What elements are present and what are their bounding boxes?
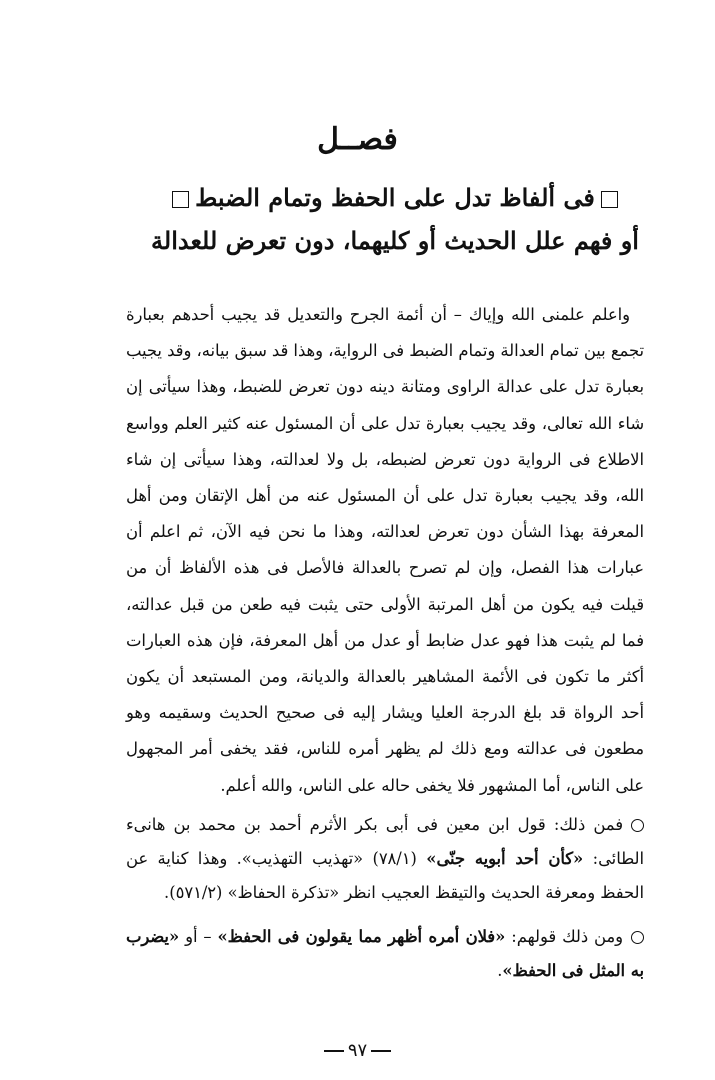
body-paragraph-text: واعلم علمنى الله وإياك – أن أئمة الجرح والتعديل قد يجيب أحدهم بعبارة تجمع بين تمام العدالة وتمام الضبط فى الرواية، وهذا قد سبق بيانه، وقد يجيب بعبارة تدل على عدالة الراوى ومتانة دينه دون تعرض للضبط، وهذا سيأتى إن شاء الله تعالى، وقد يجيب بعبارة تدل على أن المسئول عنه كثير العلم وواسع الاطلاع فى الرواية دون تعرض لضبطه، بل ولا لعدالته، وهذا سيأتى إن شاء الله، وقد يجيب بعبارة تدل على أن المسئول عنه من أهل الإتقان ومن أهل المعرفة بهذا الشأن دون تعرض لعدالته، وهذا ما نحن فيه الآن، ثم اعلم أن عبارات هذا الفصل، وإن لم تصرح بالعدالة فالأصل فى هذه الألفاظ أن من قيلت فيه يكون من أهل المرتبة الأولى حتى يثبت فيه طعن من قبل عدالته، فما لم يثبت هذا فهو عدل ضابط أو عدل من أهل المعرفة، فإن هذه العبارات أكثر ما تكون فى الأئمة المشاهير بالعدالة والديانة، ومن المستبعد أن يكون أحد الرواة قد بلغ الدرجة العليا ويشار إليه فى صحيح الحديث وسقيمه وهو مطعون فى عدالته ومع ذلك لم يظهر أمره للناس، فقد يخفى أمر المجهول على الناس، أما المشهور فلا يخفى حاله على الناس، والله أعلم. xyxy=(126,305,644,795)
chapter-heading-line-2: أو فهم علل الحديث أو كليهما، دون تعرض للعدالة xyxy=(151,226,639,255)
example-1-rest: (٧٨/١) «تهذيب التهذيب». وهذا كناية عن الحفظ ومعرفة الحديث والتيقظ العجيب انظر «تذكرة الحفاظ» (٥٧١/٢). xyxy=(126,849,644,902)
body-paragraph xyxy=(126,297,644,804)
heading-line-1-text: فى ألفاظ تدل على الحفظ وتمام الضبط xyxy=(195,183,595,212)
circle-bullet-icon xyxy=(631,819,644,832)
chapter-heading-line-1 xyxy=(150,183,640,212)
example-1-quote: «كأن أحد أبويه جنّى» xyxy=(426,849,584,868)
example-2-quote-2: «يضرب به المثل فى الحفظ» xyxy=(126,927,644,980)
body-text xyxy=(126,297,644,804)
circle-bullet-icon xyxy=(631,931,644,944)
example-2-end: . xyxy=(497,961,503,980)
square-bullet-icon xyxy=(172,191,189,208)
example-1-intro: فمن ذلك: قول ابن معين فى أبى بكر الأثرم أحمد بن محمد بن هانىء الطائى: xyxy=(126,815,644,868)
square-bullet-icon xyxy=(601,191,618,208)
example-item-2 xyxy=(126,920,644,988)
example-2-mid: – أو xyxy=(179,927,218,946)
dash-decoration xyxy=(371,1050,391,1052)
dash-decoration xyxy=(324,1050,344,1052)
page-number xyxy=(0,1040,715,1061)
example-item-1 xyxy=(126,808,644,910)
section-title: فصــل xyxy=(317,122,398,157)
example-2-quote: «فلان أمره أظهر مما يقولون فى الحفظ» xyxy=(217,927,506,946)
example-2-intro: ومن ذلك قولهم: xyxy=(511,927,624,946)
page-number-text: ٩٧ xyxy=(347,1040,368,1061)
